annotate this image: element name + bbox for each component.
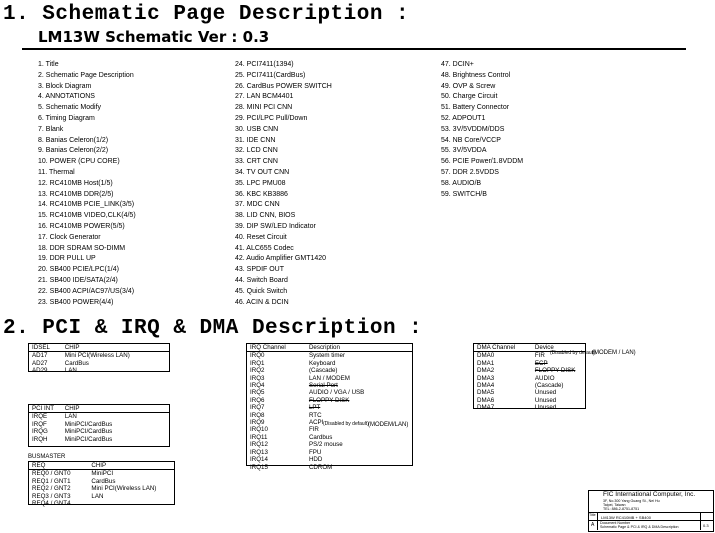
table-cell: IRQ2: [250, 367, 265, 375]
table-cell: FLOPPY DISK: [308, 396, 350, 404]
page-list-item: 13. RC410MB DDR(2/5): [38, 190, 114, 198]
table-header-cell: REQ: [32, 462, 46, 469]
page-list-item: 50. Charge Circuit: [441, 93, 498, 101]
table-cell: IRQ0: [250, 352, 265, 360]
schematic-version: LM13W Schematic Ver : 0.3: [38, 28, 270, 46]
page-list-item: 18. DDR SDRAM SO-DIMM: [38, 244, 126, 252]
page-list-item: 9. Banias Celeron(2/2): [38, 147, 109, 155]
page-list-item: 1. Title: [38, 61, 59, 68]
table-row: [247, 352, 412, 359]
page-list-item: 22. SB400 ACPI/AC97/US(3/4): [38, 287, 135, 295]
page-list-item: 46. ACIN & DCIN: [235, 298, 289, 306]
page-list-item: 21. SB400 IDE/SATA(2/4): [38, 276, 118, 284]
table-row: [29, 500, 174, 507]
table-row: [474, 404, 585, 411]
table-cell: IRQ14: [250, 456, 268, 464]
table-row: [247, 360, 412, 367]
table-row: [474, 375, 585, 382]
table-row: [247, 412, 412, 419]
page-list-item: 27. LAN BCM4401: [235, 93, 294, 101]
busmaster-table: [28, 461, 175, 508]
table-row: [29, 493, 174, 500]
table-row: [29, 352, 169, 359]
table-row: [247, 456, 412, 463]
table-cell: IRQ9: [250, 419, 265, 427]
page-list-item: 35. LPC PMU08: [235, 179, 286, 187]
sheet-size: A: [591, 522, 595, 528]
page-list-item: 19. DDR PULL UP: [38, 255, 96, 263]
page-list-item: 44. Switch Board: [235, 276, 288, 284]
page-list-item: 26. CardBus POWER SWITCH: [235, 82, 332, 90]
table-cell: System timer: [308, 352, 346, 360]
page-list-item: 49. OVP & Screw: [441, 82, 496, 90]
table-cell: MiniPCI: [91, 470, 114, 478]
page-list-item: 2. Schematic Page Description: [38, 71, 134, 79]
title-block-divider: [588, 512, 713, 513]
table-cell: REQ1 / GNT1: [32, 477, 71, 485]
page-list-item: 15. RC410MB VIDEO,CLK(4/5): [38, 212, 136, 220]
table-cell: CDROM: [308, 463, 333, 471]
title-underline: [22, 48, 686, 50]
table-cell: IRQ7: [250, 404, 265, 412]
page-list-item: 31. IDE CNN: [235, 136, 276, 144]
page-list-item: 8. Banias Celeron(1/2): [38, 136, 109, 144]
page-list-item: 48. Brightness Control: [441, 71, 511, 79]
page-list-item: 59. SWITCH/B: [441, 190, 487, 198]
pci-int-table: [28, 404, 170, 447]
table-header-cell: IRQ Channel: [250, 344, 286, 351]
page-list-item: 55. 3V/5VDDA: [441, 147, 487, 155]
page-list-item: 25. PCI7411(CardBus): [235, 71, 306, 79]
page-list-item: 43. SPDIF OUT: [235, 266, 285, 274]
company-addr1: 3F, No.300 Yang Guang St., Nei Hu: [603, 499, 660, 503]
dma0-note: (Disabled by default): [550, 350, 596, 356]
table-row: [247, 404, 412, 411]
page-list-item: 56. PCIE Power/1.8VDDM: [441, 158, 524, 166]
board-title: LM13W RC410MB + SB400: [601, 515, 651, 520]
table-cell: IRQ11: [250, 433, 268, 441]
table-header-cell: PCI INT: [32, 405, 55, 412]
table-row: [29, 421, 169, 428]
table-row: [247, 389, 412, 396]
table-cell: AD29: [32, 367, 48, 375]
table-cell: (Cascade): [308, 367, 338, 375]
page-list-col3: [441, 60, 523, 200]
table-header-cell: CHIP: [64, 405, 80, 412]
table-header-cell: CHIP: [64, 344, 80, 351]
page-list-item: 3. Block Diagram: [38, 82, 92, 90]
table-cell: DMA1: [477, 359, 495, 367]
table-cell: IRQ10: [250, 426, 268, 434]
table-cell: AD27: [32, 359, 48, 367]
table-cell: IRQ1: [250, 359, 265, 367]
section1-title: 1. Schematic Page Description :: [3, 3, 410, 26]
table-header: [247, 344, 412, 352]
page-list-item: 39. DIP SW/LED Indicator: [235, 222, 316, 230]
table-cell: REQ2 / GNT2: [32, 485, 71, 493]
table-row: [29, 360, 169, 367]
table-row: [247, 367, 412, 374]
table-cell: FIR: [308, 426, 319, 434]
table-cell: MiniPCI/CardBus: [64, 420, 113, 428]
table-cell: Keyboard: [308, 359, 336, 367]
irq-table: [246, 343, 413, 471]
table-cell: IRQE: [32, 413, 48, 421]
table-row: [29, 478, 174, 485]
table-cell: Unused: [534, 396, 557, 404]
table-row: [247, 382, 412, 389]
page-list-item: 10. POWER (CPU CORE): [38, 158, 120, 166]
table-cell: LAN: [64, 413, 77, 421]
table-cell: DMA3: [477, 374, 495, 382]
revision: 0.3: [703, 523, 709, 528]
table-cell: LPT: [308, 404, 321, 412]
title-block-vdivider: [597, 512, 598, 530]
table-header-cell: DMA Channel: [477, 344, 516, 351]
table-row: [29, 428, 169, 435]
table-cell: LAN: [91, 492, 104, 500]
table-cell: IRQ5: [250, 389, 265, 397]
table-cell: DMA5: [477, 389, 495, 397]
page-list-item: 52. ADPOUT1: [441, 114, 486, 122]
page-list-item: 32. LCD CNN: [235, 147, 278, 155]
page-list-item: 54. NB Core/VCCP: [441, 136, 501, 144]
page-list-item: 7. Blank: [38, 125, 64, 133]
page-list-item: 33. CRT CNN: [235, 158, 278, 166]
page-list-item: 6. Timing Diagram: [38, 114, 95, 122]
table-row: [29, 413, 169, 420]
page-list-item: 51. Battery Connector: [441, 104, 510, 112]
table-header-cell: IDSEL: [32, 344, 50, 351]
table-row: [247, 375, 412, 382]
table-cell: AUDIO / VGA / USB: [308, 389, 365, 397]
doc-number-label: Document Number: [600, 521, 631, 525]
table-cell: Unused: [534, 404, 557, 412]
table-cell: LAN: [64, 367, 77, 375]
table-row: [247, 441, 412, 448]
table-cell: DMA2: [477, 367, 495, 375]
page-list-item: 37. MDC CNN: [235, 201, 280, 209]
page-list-item: 29. PCI/LPC Pull/Down: [235, 114, 308, 122]
section2-title: 2. PCI & IRQ & DMA Description :: [3, 317, 423, 340]
irq10-note: (Disabled by default): [323, 421, 369, 427]
table-header-cell: Description: [308, 344, 340, 351]
page-list-item: 36. KBC KB3886: [235, 190, 288, 198]
table-cell: FIR: [534, 352, 545, 360]
page-list-item: 58. AUDIO/B: [441, 179, 482, 187]
table-row: [474, 389, 585, 396]
page-list-item: 4. ANNOTATIONS: [38, 93, 95, 101]
page-list-item: 47. DCIN+: [441, 61, 474, 68]
title-block-vdivider-2: [700, 512, 701, 530]
table-header-cell: Device: [534, 344, 554, 351]
page-list-item: 42. Audio Amplifier GMT1420: [235, 255, 327, 263]
busmaster-label: BUSMASTER: [28, 454, 66, 460]
table-row: [29, 485, 174, 492]
page-list-item: 5. Schematic Modify: [38, 104, 102, 112]
dma0-side-note: (MODEM / LAN): [592, 350, 636, 356]
company-addr3: TEL: 886-2-8751-8751: [603, 507, 640, 511]
table-cell: IRQG: [32, 428, 48, 436]
table-header: [29, 405, 169, 413]
table-cell: DMA7: [477, 404, 495, 412]
table-cell: REQ3 / GNT3: [32, 492, 71, 500]
page-list-item: 11. Thermal: [38, 168, 75, 176]
table-header: [29, 462, 174, 470]
table-header-cell: CHIP: [91, 462, 107, 469]
page-list-item: 16. RC410MB POWER(5/5): [38, 222, 125, 230]
page-list-item: 34. TV OUT CNN: [235, 168, 290, 176]
table-cell: IRQ8: [250, 411, 265, 419]
table-row: [474, 360, 585, 367]
table-cell: AD17: [32, 352, 48, 360]
company-addr2: Taipei, Taiwan: [603, 503, 626, 507]
table-cell: IRQF: [32, 420, 47, 428]
table-cell: FLOPPY DISK: [534, 367, 576, 375]
table-cell: MiniPCI/CardBus: [64, 435, 113, 443]
table-cell: CardBus: [64, 359, 89, 367]
table-cell: (Cascade): [534, 382, 564, 390]
table-cell: Cardbus: [308, 433, 333, 441]
table-cell: DMA4: [477, 382, 495, 390]
table-row: [247, 449, 412, 456]
table-cell: [88, 500, 174, 507]
page-list-item: 45. Quick Switch: [235, 287, 288, 295]
table-row: [247, 464, 412, 471]
page-list-item: 28. MINI PCI CNN: [235, 104, 293, 112]
page-list-col1: [38, 60, 136, 308]
table-cell: ECP: [534, 359, 548, 367]
table-cell: AUDIO: [534, 374, 555, 382]
page-list-item: 38. LID CNN, BIOS: [235, 212, 296, 220]
page-list-item: 57. DDR 2.5VDDS: [441, 168, 499, 176]
page-list-item: 40. Reset Circuit: [235, 233, 287, 241]
page-list-item: 14. RC410MB PCIE_LINK(3/5): [38, 201, 135, 209]
table-cell: REQ4 / GNT4: [32, 500, 71, 508]
doc-number: Schematic Page & PCI & IRQ & DMA Description: [600, 525, 679, 529]
table-row: [29, 367, 169, 374]
table-cell: Unused: [534, 389, 557, 397]
table-cell: CardBus: [91, 477, 116, 485]
page-list-item: 30. USB CNN: [235, 125, 279, 133]
table-cell: REQ0 / GNT0: [32, 470, 71, 478]
table-cell: Mini PCI(Wireless LAN): [91, 485, 157, 493]
table-cell: IRQ12: [250, 441, 268, 449]
page-list-item: 41. ALC655 Codec: [235, 244, 294, 252]
table-cell: IRQ6: [250, 396, 265, 404]
table-cell: IRQ4: [250, 382, 265, 390]
table-cell: ACPI: [308, 419, 324, 427]
table-cell: IRQH: [32, 435, 48, 443]
irq10-side-note: (MODEM/LAN): [368, 422, 409, 428]
table-row: [474, 367, 585, 374]
table-cell: DMA0: [477, 352, 495, 360]
table-row: [247, 397, 412, 404]
table-cell: IRQ3: [250, 374, 265, 382]
table-row: [29, 436, 169, 443]
table-row: [29, 470, 174, 477]
table-cell: LAN / MODEM: [308, 374, 350, 382]
title-label: Title: [589, 513, 596, 517]
idsel-table: [28, 343, 170, 375]
table-cell: MiniPCI/CardBus: [64, 428, 113, 436]
table-cell: DMA6: [477, 396, 495, 404]
table-header: [29, 344, 169, 352]
page-list-item: 53. 3V/5VDDM/DDS: [441, 125, 505, 133]
table-cell: IRQ15: [250, 463, 268, 471]
page-list-item: 23. SB400 POWER(4/4): [38, 298, 114, 306]
table-cell: IRQ13: [250, 448, 268, 456]
page-list-col2: [235, 60, 332, 308]
page-list-item: 12. RC410MB Host(1/5): [38, 179, 113, 187]
page-list-item: 20. SB400 PCIE/LPC(1/4): [38, 266, 119, 274]
page-list-item: 24. PCI7411(1394): [235, 61, 294, 68]
table-cell: PS/2 mouse: [308, 441, 343, 449]
page-list-item: 17. Clock Generator: [38, 233, 101, 241]
company-name: FIC International Computer, Inc.: [603, 491, 696, 498]
table-row: [474, 397, 585, 404]
table-cell: FPU: [308, 448, 322, 456]
table-cell: Mini PCI(Wireless LAN): [64, 352, 130, 360]
table-cell: HDD: [308, 456, 323, 464]
table-row: [247, 434, 412, 441]
table-row: [474, 382, 585, 389]
table-cell: Serial Port: [308, 382, 338, 390]
table-cell: RTC: [308, 411, 322, 419]
